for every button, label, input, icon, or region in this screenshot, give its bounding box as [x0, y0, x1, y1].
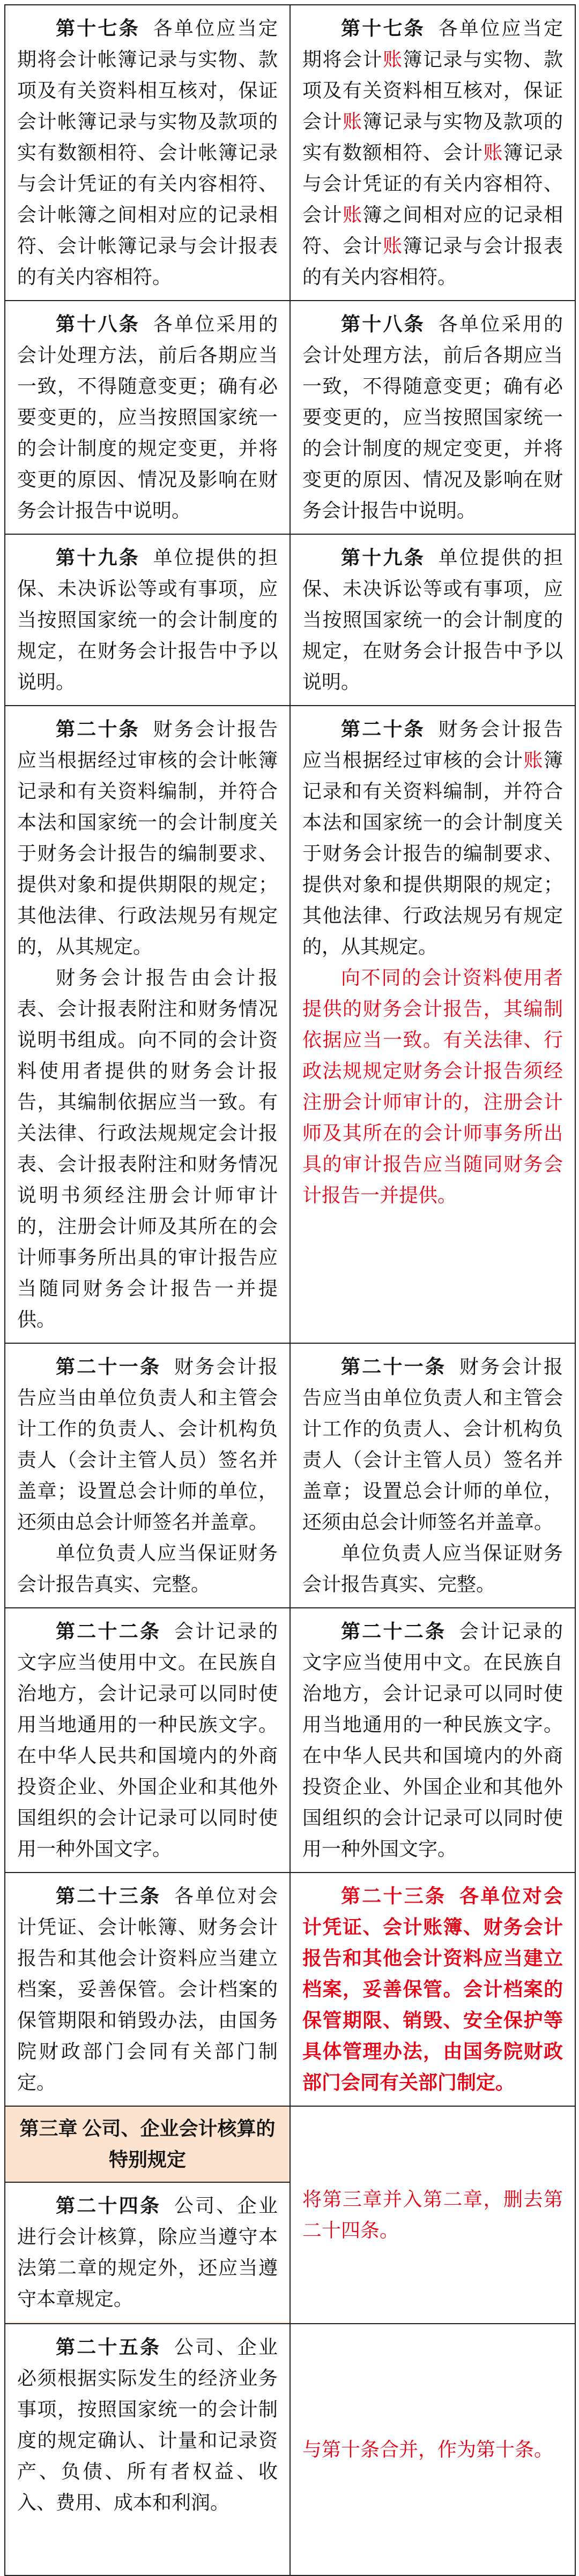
article-paragraph-2: 单位负责人应当保证财务会计报告真实、完整。 — [302, 1542, 563, 1595]
revised-cell — [290, 1608, 575, 1873]
revised-cell — [290, 706, 575, 1343]
article-number: 第十七条 — [56, 18, 140, 39]
chapter-title: 第三章 公司、企业会计核算的特别规定 — [5, 2107, 290, 2183]
article-text: 单位提供的担保、未决诉讼等或有事项，应当按照国家统一的会计制度的规定，在财务会计报告中予以说明。 — [302, 547, 563, 693]
text-segment: 财务会计报告应当根据经过审核的会计 — [302, 718, 563, 771]
article-number: 第二十三条 — [56, 1885, 161, 1907]
article-text: 财务会计报告应当根据经过审核的会计帐簿记录和有关资料编制，并符合本法和国家统一的会计制度关于财务会计报告的编制要求、提供对象和提供期限的规定；其他法律、行政法规另有规定的，从其规定。 — [17, 718, 278, 957]
table-row — [5, 301, 575, 534]
article-text: 各单位采用的会计处理方法，前后各期应当一致，不得随意变更；确有必要变更的，应当按照国家统一的会计制度的规定变更，并将变更的原因、情况及影响在财务会计报告中说明。 — [17, 313, 278, 521]
article-number: 第十七条 — [341, 18, 426, 39]
revised-cell — [290, 534, 575, 706]
changed-character: 账 — [383, 49, 403, 70]
article-number: 第二十条 — [56, 718, 140, 740]
original-cell — [5, 2324, 290, 2575]
original-cell — [5, 1873, 290, 2106]
chapter-cell — [5, 2106, 290, 2324]
table-row — [5, 1343, 575, 1608]
article-number: 第二十二条 — [56, 1621, 161, 1642]
article-number: 第二十五条 — [56, 2337, 161, 2358]
changed-character: 账 — [523, 750, 544, 771]
article-text-segmented — [302, 718, 563, 957]
article-number: 第十九条 — [56, 547, 140, 568]
chapter-body — [5, 2183, 290, 2322]
text-segment: 簿记录和有关资料编制，并符合本法和国家统一的会计制度关于财务会计报告的编制要求、提供对象和提供期限的规定；其他法律、行政法规另有规定的，从其规定。 — [302, 750, 563, 957]
article-text-segmented — [302, 18, 563, 288]
text-segment: 簿之间相对应的记录相符、会计 — [302, 204, 563, 257]
changed-character: 账 — [343, 111, 363, 132]
article-paragraph-2: 财务会计报告由会计报表、会计报表附注和财务情况说明书组成。向不同的会计资料使用者提供的财务会计报告，其编制依据应当一致。有关法律、行政法规规定会计报表、会计报表附注和财务情况说明书须经注册会计师审计的，注册会计师及其所在的会计师事务所出具的审计报告应当随同财务会计报告一并提供。 — [17, 967, 278, 1330]
article-number: 第二十条 — [341, 718, 426, 740]
original-cell — [5, 5, 290, 301]
article-text: 各单位应当定期将会计帐簿记录与实物、款项及有关资料相互核对，保证会计帐簿记录与实物及款项的实有数额相符、会计帐簿记录与会计凭证的有关内容相符、会计帐簿之间相对应的记录相符、会计帐簿记录与会计报表的有关内容相符。 — [17, 18, 278, 288]
table-row — [5, 1608, 575, 1873]
revised-cell — [290, 2106, 575, 2324]
text-segment: 各单位应当定期将会计 — [302, 18, 563, 70]
comparison-document — [4, 4, 575, 2576]
article-number: 第二十一条 — [56, 1356, 161, 1377]
original-cell — [5, 301, 290, 534]
revised-cell — [290, 1873, 575, 2106]
original-cell — [5, 1343, 290, 1608]
revised-cell — [290, 1343, 575, 1608]
revision-note: 与第十条合并，作为第十条。 — [302, 2439, 554, 2460]
table-row — [5, 706, 575, 1343]
revised-cell — [290, 301, 575, 534]
revised-cell — [290, 2324, 575, 2575]
article-number: 第二十二条 — [341, 1621, 447, 1642]
table-row — [5, 2324, 575, 2575]
changed-character: 账 — [483, 142, 503, 163]
article-text: 各单位对会计凭证、会计帐簿、财务会计报告和其他会计资料应当建立档案，妥善保管。会计档案的保管期限和销毁办法，由国务院财政部门会同有关部门制定。 — [17, 1885, 278, 2093]
table-row — [5, 534, 575, 706]
text-segment: 簿记录与实物、款项及有关资料相互核对，保证会计 — [302, 49, 563, 132]
article-text: 会计记录的文字应当使用中文。在民族自治地方，会计记录可以同时使用当地通用的一种民族文字。在中华人民共和国境内的外商投资企业、外国企业和其他外国组织的会计记录可以同时使用一种外国文字。 — [302, 1621, 563, 1860]
original-cell — [5, 1608, 290, 1873]
article-number: 第二十三条 — [341, 1885, 447, 1907]
text-segment: 簿记录与会计报表的有关内容相符。 — [302, 235, 563, 288]
article-number: 第二十一条 — [341, 1356, 447, 1377]
article-text: 各单位采用的会计处理方法，前后各期应当一致，不得随意变更；确有必要变更的，应当按照国家统一的会计制度的规定变更，并将变更的原因、情况及影响在财务会计报告中说明。 — [302, 313, 563, 521]
revised-cell — [290, 5, 575, 301]
changed-character: 账 — [343, 204, 363, 226]
table-row-chapter — [5, 2106, 575, 2324]
table-row — [5, 1873, 575, 2106]
article-text: 财务会计报告应当由单位负责人和主管会计工作的负责人、会计机构负责人（会计主管人员）签名并盖章；设置总会计师的单位，还须由总会计师签名并盖章。 — [17, 1356, 278, 1533]
table-row — [5, 5, 575, 301]
article-text: 公司、企业必须根据实际发生的经济业务事项，按照国家统一的会计制度的规定确认、计量和记录资产、负债、所有者权益、收入、费用、成本和利润。 — [17, 2337, 278, 2513]
revision-note: 将第三章并入第二章，删去第二十四条。 — [302, 2189, 563, 2241]
text-segment: 簿记录与实物及款项的实有数额相符、会计 — [302, 111, 563, 163]
original-cell — [5, 534, 290, 706]
original-cell — [5, 706, 290, 1343]
article-number: 第十八条 — [341, 313, 426, 335]
comparison-table — [4, 4, 576, 2576]
article-paragraph-2-revised: 向不同的会计资料使用者提供的财务会计报告，其编制依据应当一致。有关法律、行政法规规定财务会计报告须经注册会计师审计的，注册会计师及其所在的会计师事务所出具的审计报告应当随同财务会计报告一并提供。 — [302, 967, 563, 1206]
changed-character: 账 — [383, 235, 403, 257]
article-number: 第十八条 — [56, 313, 140, 335]
article-text: 单位提供的担保、未决诉讼等或有事项，应当按照国家统一的会计制度的规定，在财务会计报告中予以说明。 — [17, 547, 278, 693]
text-segment: 簿记录与会计凭证的有关内容相符、会计 — [302, 142, 563, 226]
article-text: 公司、企业进行会计核算，除应当遵守本法第二章的规定外，还应当遵守本章规定。 — [17, 2195, 278, 2310]
article-text: 各单位对会计凭证、会计账簿、财务会计报告和其他会计资料应当建立档案，妥善保管。会计档案的保管期限、销毁、安全保护等具体管理办法，由国务院财政部门会同有关部门制定。 — [302, 1885, 563, 2093]
article-number: 第十九条 — [341, 547, 426, 568]
article-paragraph-2: 单位负责人应当保证财务会计报告真实、完整。 — [17, 1542, 278, 1595]
article-text: 会计记录的文字应当使用中文。在民族自治地方，会计记录可以同时使用当地通用的一种民族文字。在中华人民共和国境内的外商投资企业、外国企业和其他外国组织的会计记录可以同时使用一种外国文字。 — [17, 1621, 278, 1860]
article-number: 第二十四条 — [56, 2195, 161, 2216]
article-text: 财务会计报告应当由单位负责人和主管会计工作的负责人、会计机构负责人（会计主管人员）签名并盖章；设置总会计师的单位，还须由总会计师签名并盖章。 — [302, 1356, 563, 1533]
